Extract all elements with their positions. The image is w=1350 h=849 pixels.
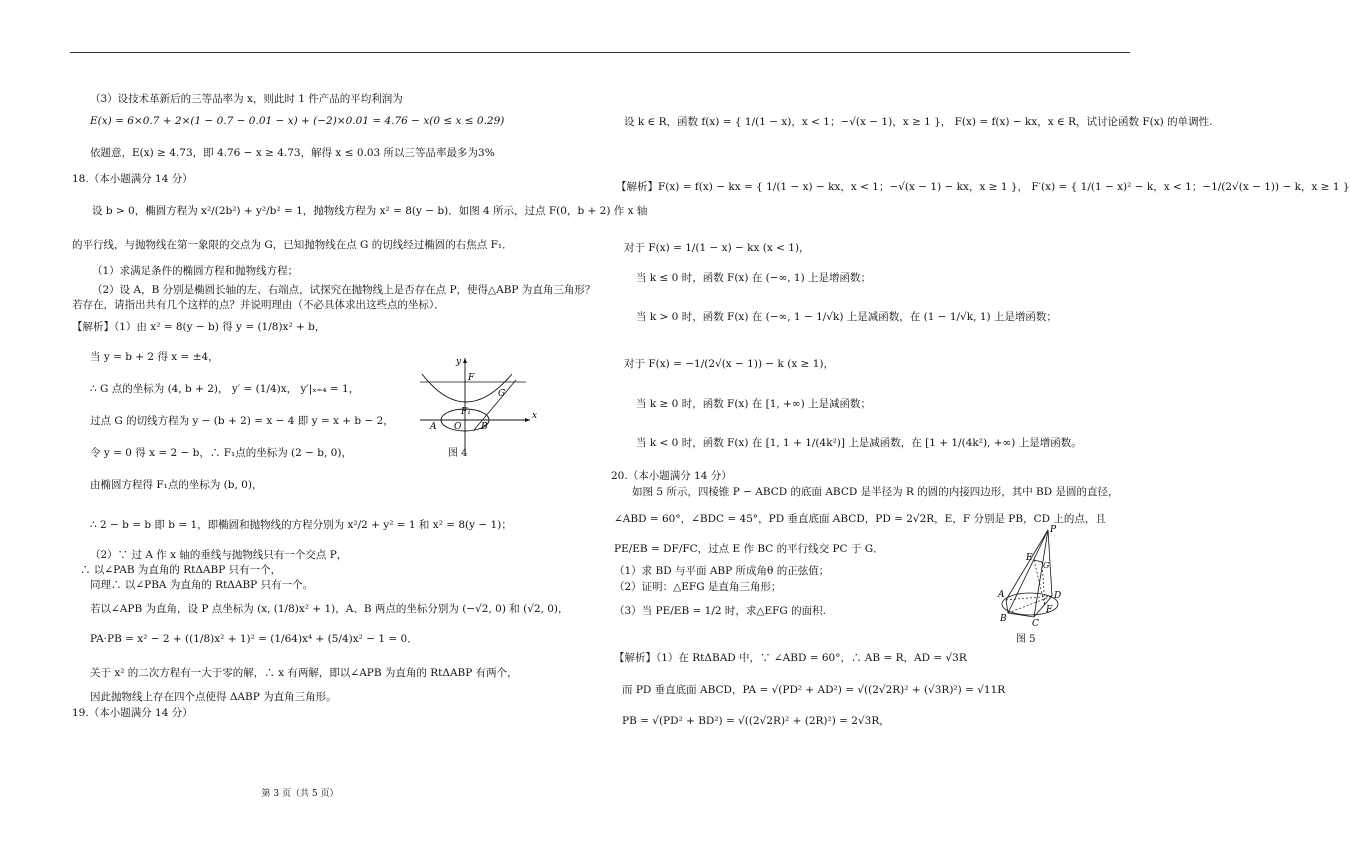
text-line: （3）当 PE/EB = 1/2 时，求△EFG 的面积.: [614, 605, 826, 617]
label-A: A: [998, 590, 1005, 600]
text-line: 的平行线，与抛物线在第一象限的交点为 G，已知抛物线在点 G 的切线经过椭圆的右焦点 F₁．: [72, 239, 513, 251]
label-B: B: [1000, 614, 1007, 624]
text-line: 过点 G 的切线方程为 y − (b + 2) = x − 4 即 y = x + b − 2，: [90, 415, 394, 427]
figure-4-caption: 图 4: [448, 448, 468, 459]
text-line: 当 k < 0 时，函数 F(x) 在 [1, 1 + 1/(4k²)] 上是减函数，在 [1 + 1/(4k²), +∞) 上是增函数。: [636, 437, 1082, 449]
x-axis-arrow-icon: [525, 418, 530, 422]
text-line: 因此抛物线上存在四个点使得 ΔABP 为直角三角形。: [90, 691, 337, 703]
text-line: E(x) = 6×0.7 + 2×(1 − 0.7 − 0.01 − x) + (−2)×0.01 = 4.76 − x(0 ≤ x ≤ 0.29): [90, 115, 505, 127]
text-line: （1）求 BD 与平面 ABP 所成角θ 的正弦值；: [614, 565, 830, 577]
figure-5-diagram: [996, 524, 1070, 628]
figure-5-caption: 图 5: [1016, 634, 1036, 645]
page-footer: 第 3 页（共 5 页）: [261, 789, 339, 799]
edge-PA: [1006, 530, 1048, 600]
question-heading: 18.（本小题满分 14 分）: [72, 173, 193, 185]
figure-4: [412, 352, 542, 460]
label-G: G: [1043, 561, 1050, 570]
label-D: D: [1054, 591, 1062, 601]
label-E: E: [1026, 553, 1033, 563]
label-A: A: [430, 422, 437, 432]
solution-line: 【解析】（1）由 x² = 8(y − b) 得 y = (1/8)x² + b，: [72, 321, 326, 333]
text-line: 由椭圆方程得 F₁点的坐标为 (b, 0)，: [90, 479, 263, 491]
text-line: 当 y = b + 2 得 x = ±4，: [90, 351, 219, 363]
text-line: 对于 F(x) = −1/(2√(x − 1)) − k (x ≥ 1)，: [624, 358, 834, 370]
text-line: ∠ABD = 60°，∠BDC = 45°，PD 垂直底面 ABCD，PD = 2√2R，E，F 分别是 PB，CD 上的点，且: [614, 513, 1106, 525]
text-line: 若存在，请指出共有几个这样的点？并说明理由（不必具体求出这些点的坐标）．: [72, 299, 445, 311]
question-heading: 19.（本小题满分 14 分）: [72, 707, 193, 719]
label-C: C: [1032, 619, 1039, 629]
label-P: P: [1050, 525, 1057, 535]
label-F1: F₁: [461, 407, 471, 417]
text-line: ∴ 2 − b = b 即 b = 1，即椭圆和抛物线的方程分别为 x²/2 + y² = 1 和 x² = 8(y − 1)；: [90, 519, 512, 531]
text-line: 当 k > 0 时，函数 F(x) 在 (−∞, 1 − 1/√k) 上是减函数，在 (1 − 1/√k, 1) 上是增函数；: [636, 311, 1057, 323]
text-line: ∴ G 点的坐标为 (4, b + 2)， y′ = (1/4)x， y′|ₓ₌₄ = 1，: [90, 383, 360, 395]
solution-line: 【解析】（1）在 RtΔBAD 中，∵ ∠ABD = 60°，∴ AB = R，AD = √3R: [614, 652, 967, 664]
label-O: O: [454, 422, 462, 432]
label-y: y: [456, 357, 462, 367]
text-line: ∴ 以∠PAB 为直角的 RtΔABP 只有一个，: [80, 564, 282, 576]
question-heading: 20.（本小题满分 14 分）: [611, 470, 732, 482]
text-line: 同理∴ 以∠PBA 为直角的 RtΔABP 只有一个。: [90, 579, 314, 591]
text-line: 设 b > 0，椭圆方程为 x²/(2b²) + y²/b² = 1，抛物线方程为 x² = 8(y − b)．如图 4 所示，过点 F(0，b + 2) 作 x 轴: [92, 205, 648, 217]
text-line: （2）∵ 过 A 作 x 轴的垂线与抛物线只有一个交点 P，: [90, 549, 348, 561]
figure-5: [996, 524, 1070, 628]
y-axis-arrow-icon: [463, 358, 467, 363]
segment-EG: [1034, 560, 1042, 562]
text-line: 令 y = 0 得 x = 2 − b，∴ F₁点的坐标为 (2 − b, 0)，: [90, 447, 352, 459]
label-x: x: [532, 411, 538, 421]
text-line: 若以∠APB 为直角，设 P 点坐标为 (x, (1/8)x² + 1)，A、B 两点的坐标分别为 (−√2, 0) 和 (√2, 0)，: [90, 603, 569, 615]
text-line: PE/EB = DF/FC，过点 E 作 BC 的平行线交 PC 于 G．: [614, 543, 884, 555]
edge-PB: [1008, 530, 1048, 613]
text-line: 当 k ≤ 0 时，函数 F(x) 在 (−∞, 1) 上是增函数；: [636, 272, 872, 284]
text-line: （2）设 A，B 分别是椭圆长轴的左、右端点，试探究在抛物线上是否存在点 P，使得△ABP 为直角三角形？: [92, 284, 596, 296]
text-line: 设 k ∈ R，函数 f(x) = { 1/(1 − x)，x < 1；−√(x − 1)，x ≥ 1 }， F(x) = f(x) − kx，x ∈ R，试讨论函数 F(x) 的单调性.: [624, 116, 1213, 128]
text-line: （1）求满足条件的椭圆方程和抛物线方程；: [92, 265, 299, 277]
solution-line: 【解析】F(x) = f(x) − kx = { 1/(1 − x) − kx，x < 1；−√(x − 1) − kx，x ≥ 1 }， F′(x) = { 1/(1 − x)² − k，x < 1；−1/(2√(x − 1)) − k，x ≥ 1 }: [616, 181, 1350, 193]
text-line: 依题意，E(x) ≥ 4.73，即 4.76 − x ≥ 4.73，解得 x ≤ 0.03 所以三等品率最多为3%: [90, 147, 495, 159]
text-line: 关于 x² 的二次方程有一大于零的解，∴ x 有两解，即以∠APB 为直角的 RtΔABP 有两个，: [90, 667, 518, 679]
label-G: G: [498, 389, 506, 399]
text-line: PB = √(PD² + BD²) = √((2√2R)² + (2R)²) = 2√3R，: [622, 715, 890, 727]
figure-4-diagram: [412, 352, 542, 460]
header-rule: [70, 52, 1130, 53]
label-F: F: [468, 373, 475, 383]
text-line: 当 k ≥ 0 时，函数 F(x) 在 [1, +∞) 上是减函数；: [636, 398, 872, 410]
text-line: （2）证明：△EFG 是直角三角形；: [614, 581, 782, 593]
edge-AD: [1006, 596, 1052, 600]
label-F: F: [1046, 605, 1053, 615]
edge-PC: [1034, 530, 1048, 617]
text-line: PA·PB = x² − 2 + ((1/8)x² + 1)² = (1/64)x⁴ + (5/4)x² − 1 = 0．: [90, 633, 418, 645]
label-B: B: [481, 422, 488, 432]
text-line: （3）设技术革新后的三等品率为 x，则此时 1 件产品的平均利润为: [90, 93, 403, 105]
text-line: 如图 5 所示，四棱锥 P − ABCD 的底面 ABCD 是半径为 R 的圆的内接四边形，其中 BD 是圆的直径，: [632, 486, 1119, 498]
text-line: 对于 F(x) = 1/(1 − x) − kx (x < 1)，: [624, 242, 810, 254]
text-line: 而 PD 垂直底面 ABCD，PA = √(PD² + AD²) = √((2√2R)² + (√3R)²) = √11R: [622, 684, 1006, 696]
